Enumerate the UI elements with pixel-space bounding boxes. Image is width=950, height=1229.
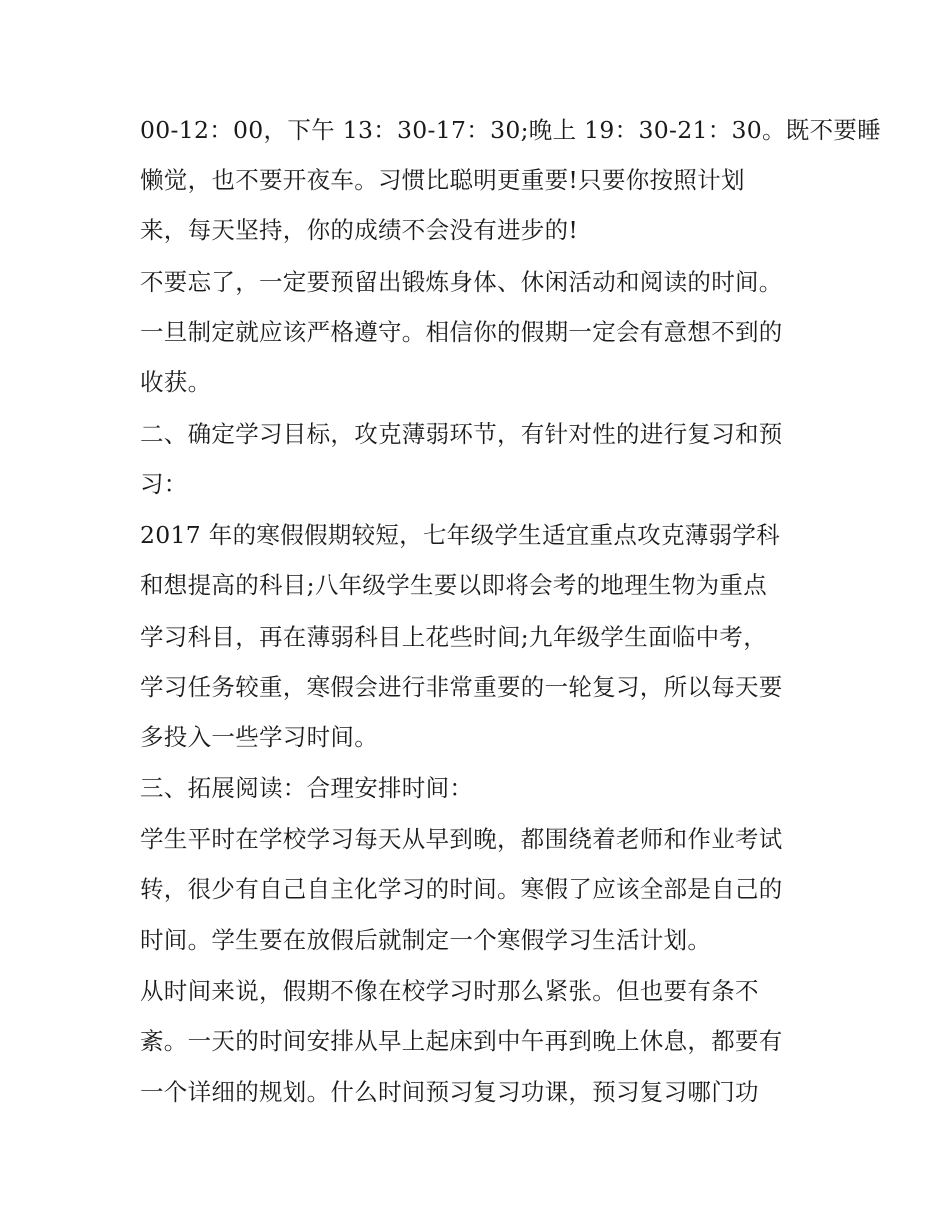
text-line: 一旦制定就应该严格遵守。相信你的假期一定会有意想不到的 [140, 318, 783, 346]
text-line: 学习任务较重，寒假会进行非常重要的一轮复习，所以每天要 [140, 673, 783, 701]
text-line: 和想提高的科目;八年级学生要以即将会考的地理生物为重点 [140, 571, 768, 599]
text-line: 时间。学生要在放假后就制定一个寒假学习生活计划。 [140, 926, 712, 954]
section-heading: 二、确定学习目标，攻克薄弱环节，有针对性的进行复习和预 [140, 420, 783, 448]
text-line: 紊。一天的时间安排从早上起床到中午再到晚上休息，都要有 [140, 1027, 783, 1055]
text-line: 多投入一些学习时间。 [140, 723, 378, 751]
text-line: 一个详细的规划。什么时间预习复习功课，预习复习哪门功 [140, 1078, 759, 1106]
text-line: 收获。 [140, 368, 212, 396]
text-line: 从时间来说，假期不像在校学习时那么紧张。但也要有条不 [140, 977, 759, 1005]
text-line: 来，每天坚持，你的成绩不会没有进步的! [140, 216, 579, 244]
text-line: 学习科目，再在薄弱科目上花些时间;九年级学生面临中考， [140, 623, 768, 651]
text-line: 00-12：00，下午 13：30-17：30;晚上 19：30-21：30。既不要睡 [140, 116, 882, 144]
section-heading: 习： [140, 470, 188, 498]
section-heading: 三、拓展阅读：合理安排时间： [140, 774, 474, 802]
text-line: 懒觉，也不要开夜车。习惯比聪明更重要!只要你按照计划 [140, 166, 745, 194]
text-line: 学生平时在学校学习每天从早到晚，都围绕着老师和作业考试 [140, 825, 783, 853]
text-line: 不要忘了，一定要预留出锻炼身体、休闲活动和阅读的时间。 [140, 268, 783, 296]
text-line: 2017 年的寒假假期较短，七年级学生适宜重点攻克薄弱学科 [140, 521, 780, 549]
text-line: 转，很少有自己自主化学习的时间。寒假了应该全部是自己的 [140, 875, 783, 903]
